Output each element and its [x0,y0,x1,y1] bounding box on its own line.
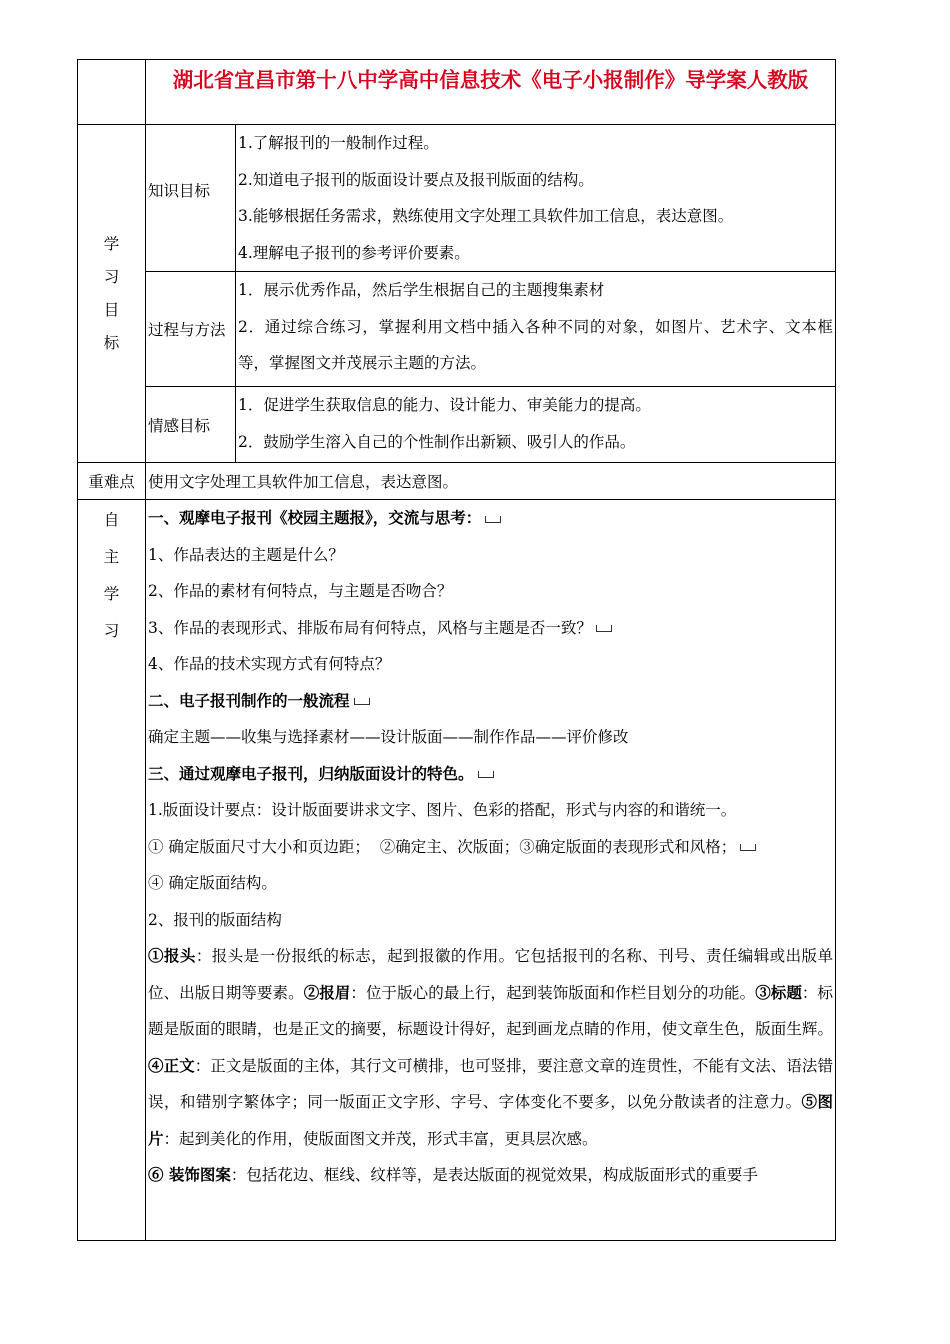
question-item: 4、作品的技术实现方式有何特点？ [148,655,391,673]
section2-heading: 二、电子报刊制作的一般流程 [148,690,350,710]
list-item: 1．促进学生获取信息的能力、设计能力、审美能力的提高。 [238,396,651,414]
edit-mark-icon [596,625,612,632]
list-item: 3.能够根据任务需求，熟练使用文字处理工具软件加工信息，表达意图。 [238,207,734,225]
list-item: 2．鼓励学生溶入自己的个性制作出新颖、吸引人的作品。 [238,432,636,451]
term-headline-text: ：标题是版面的眼睛，也是正文的摘要，标题设计得好，起到画龙点睛的作用，使文章生色，版面生辉。 [148,983,833,1038]
layout-point-2: 2、报刊的版面结构 [148,910,282,929]
self-study-label-char: 学 [103,585,120,603]
section3-heading: 三、通过观摩电子报刊，归纳版面设计的特色。 [148,763,474,783]
term-body: ④正文 [148,1055,195,1075]
key-points-label: 重难点 [78,463,146,500]
objectives-label-char: 学 [103,234,120,253]
section1-heading: 一、观摩电子报刊《校园主题报》，交流与思考： [148,508,482,527]
list-item: 1.了解报刊的一般制作过程。 [238,134,439,152]
layout-steps-b: ④ 确定版面结构。 [148,874,277,892]
self-study-label-char: 习 [103,622,120,640]
term-image-text: ：起到美化的作用，使版面图文并茂，形式丰富，更具层次感。 [163,1129,598,1148]
term-masthead-text: ：报头是一份报纸的标志，起到报徽的作用。它包括报刊的名称、刊号、责任编辑或出版单位、出版日期等要素。 [148,947,833,1002]
document [77,59,836,1241]
knowledge-objective-items [236,125,836,272]
term-headline: ③标题 [755,982,802,1002]
document-title: 湖北省宜昌市第十八中学高中信息技术《电子小报制作》导学案人教版 [146,60,836,125]
decoration-paragraph [148,1157,833,1194]
process-method-items [236,272,836,387]
objectives-label-char: 标 [103,333,120,352]
workflow-text: 确定主题——收集与选择素材——设计版面——制作作品——评价修改 [148,728,629,746]
term-decoration-text: ：包括花边、框线、纹样等，是表达版面的视觉效果，构成版面形式的重要手 [230,1166,758,1184]
self-study-label-char: 自 [103,511,120,529]
layout-point-1: 1.版面设计要点：设计版面要讲求文字、图片、色彩的搭配，形式与内容的和谐统一。 [148,801,737,819]
process-method-label: 过程与方法 [146,272,236,387]
list-item: 2.知道电子报刊的版面设计要点及报刊版面的结构。 [238,170,594,189]
emotion-objective-label: 情感目标 [146,387,236,463]
self-study-content [146,500,836,1241]
self-study-label-char: 主 [103,548,120,566]
objectives-label [78,125,146,463]
edit-mark-icon [478,771,494,778]
edit-mark-icon [485,516,501,523]
list-item: 1．展示优秀作品，然后学生根据自己的主题搜集素材 [238,281,605,299]
title-left-cell [78,60,146,125]
term-masthead: ①报头 [148,946,196,965]
term-header-text: ：位于版心的最上行，起到装饰版面和作栏目划分的功能。 [350,983,756,1002]
term-decoration: ⑥ 装饰图案 [148,1165,231,1184]
term-image: ⑤图片 [148,1092,833,1148]
term-header: ②报眉 [303,982,351,1002]
objectives-label-char: 习 [103,267,120,286]
layout-steps-a: ① 确定版面尺寸大小和页边距； ②确定主、次版面；③确定版面的表现形式和风格； [148,837,737,856]
edit-mark-icon [740,844,756,851]
knowledge-objective-label: 知识目标 [146,125,236,272]
key-points-text: 使用文字处理工具软件加工信息，表达意图。 [146,463,836,500]
objectives-label-char: 目 [103,300,120,319]
edit-mark-icon [354,698,370,705]
question-item: 3、作品的表现形式、排版布局有何特点，风格与主题是否一致？ [148,618,592,637]
lesson-plan-table [77,59,836,1241]
structure-paragraph [148,938,833,1157]
list-item: 4.理解电子报刊的参考评价要素。 [238,243,470,262]
question-item: 2、作品的素材有何特点，与主题是否吻合？ [148,582,453,600]
self-study-label [78,500,146,1241]
list-item: 2．通过综合练习，掌握利用文档中插入各种不同的对象，如图片、艺术字、文本框等，掌握图文并茂展示主题的方法。 [238,317,833,372]
question-item: 1、作品表达的主题是什么？ [148,545,344,564]
term-body-text: ：正文是版面的主体，其行文可横排，也可竖排，要注意文章的连贯性，不能有文法、语法错误，和错别字繁体字；同一版面正文字形、字号、字体变化不要多，以免分散读者的注意力。 [148,1056,833,1111]
emotion-objective-items [236,387,836,463]
